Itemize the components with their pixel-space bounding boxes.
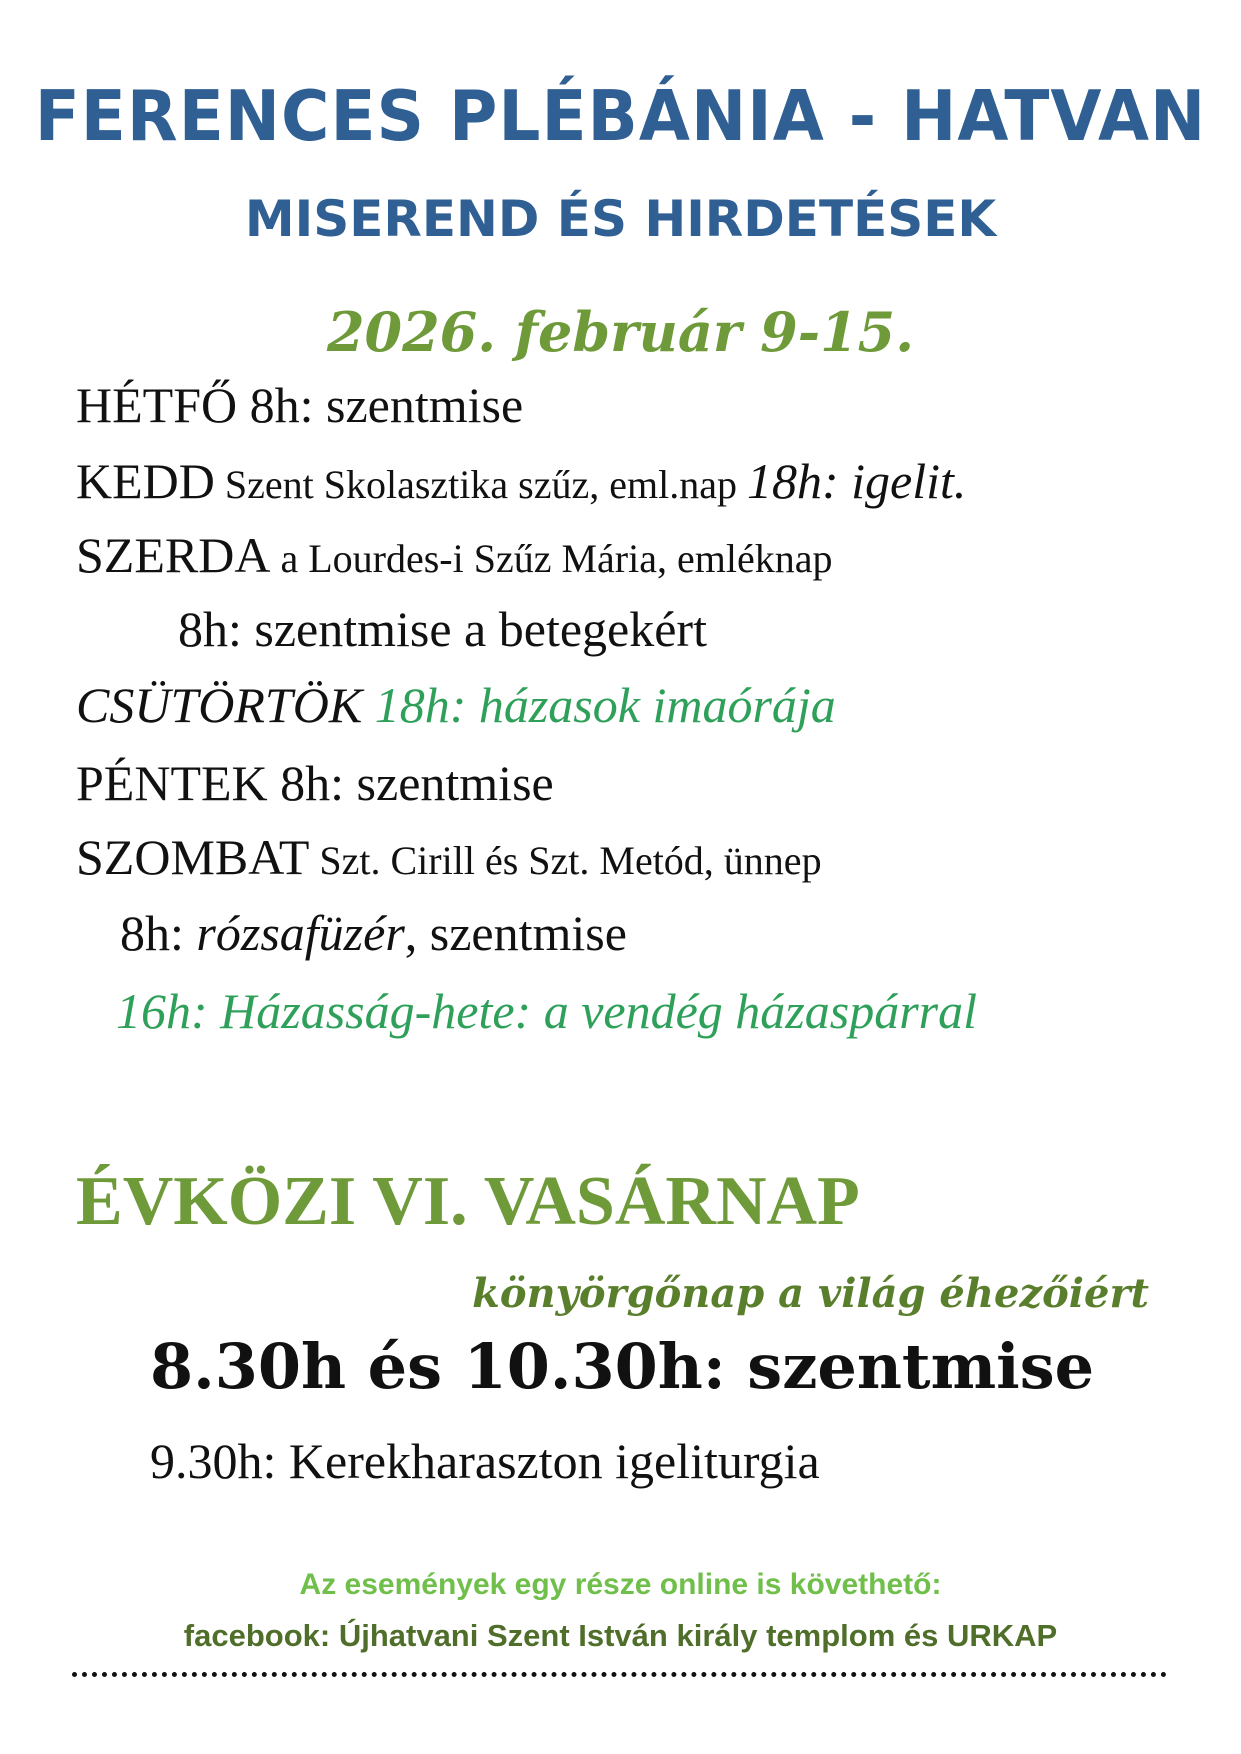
tuesday-line bbox=[76, 453, 967, 509]
saturday-day: SZOMBAT bbox=[76, 829, 310, 885]
friday-day: PÉNTEK bbox=[76, 755, 268, 811]
friday-line bbox=[76, 755, 554, 811]
saturday-line bbox=[76, 829, 822, 885]
wednesday-feast: a Lourdes-i Szűz Mária, emléknap bbox=[270, 536, 833, 581]
sunday-plea: könyörgőnap a világ éhezőiért bbox=[472, 1270, 1149, 1317]
saturday-event: 16h: Házasság-hete: a vendég házaspárral bbox=[116, 983, 978, 1039]
thursday-event: 18h: házasok imaórája bbox=[362, 677, 836, 733]
sunday-title: ÉVKÖZI VI. VASÁRNAP bbox=[76, 1163, 860, 1240]
monday-line bbox=[76, 377, 524, 433]
online-note: Az események egy része online is követhető: bbox=[299, 1568, 942, 1601]
page-subtitle: MISEREND ÉS HIRDETÉSEK bbox=[244, 190, 997, 248]
monday-day: HÉTFŐ bbox=[76, 377, 238, 433]
thursday-line bbox=[76, 677, 836, 733]
saturday-detail-rest: , szentmise bbox=[404, 905, 627, 961]
tuesday-day: KEDD bbox=[76, 453, 215, 509]
parish-title: FERENCES PLÉBÁNIA - HATVAN bbox=[34, 76, 1207, 157]
week-date: 2026. február 9-15. bbox=[326, 300, 915, 364]
sunday-mass: 8.30h és 10.30h: szentmise bbox=[150, 1330, 1095, 1403]
wednesday-detail: 8h: szentmise a betegekért bbox=[178, 601, 707, 657]
tuesday-time: 18h: igelit. bbox=[746, 453, 967, 509]
saturday-detail bbox=[120, 905, 627, 961]
saturday-detail-time: 8h: bbox=[120, 905, 197, 961]
wednesday-line bbox=[76, 527, 833, 583]
sunday-liturgy: 9.30h: Kerekharaszton igeliturgia bbox=[150, 1433, 820, 1489]
dotted-divider bbox=[72, 1672, 1167, 1677]
wednesday-day: SZERDA bbox=[76, 527, 271, 583]
friday-text: 8h: szentmise bbox=[267, 755, 554, 811]
thursday-day: CSÜTÖRTÖK bbox=[76, 677, 363, 733]
saturday-feast: Szt. Cirill és Szt. Metód, ünnep bbox=[309, 838, 822, 883]
facebook-note: facebook: Újhatvani Szent István király templom és URKAP bbox=[183, 1618, 1058, 1653]
tuesday-feast: Szent Skolasztika szűz, eml.nap bbox=[214, 462, 747, 507]
saturday-rosary: rózsafüzér bbox=[196, 905, 405, 961]
monday-text: 8h: szentmise bbox=[237, 377, 524, 433]
